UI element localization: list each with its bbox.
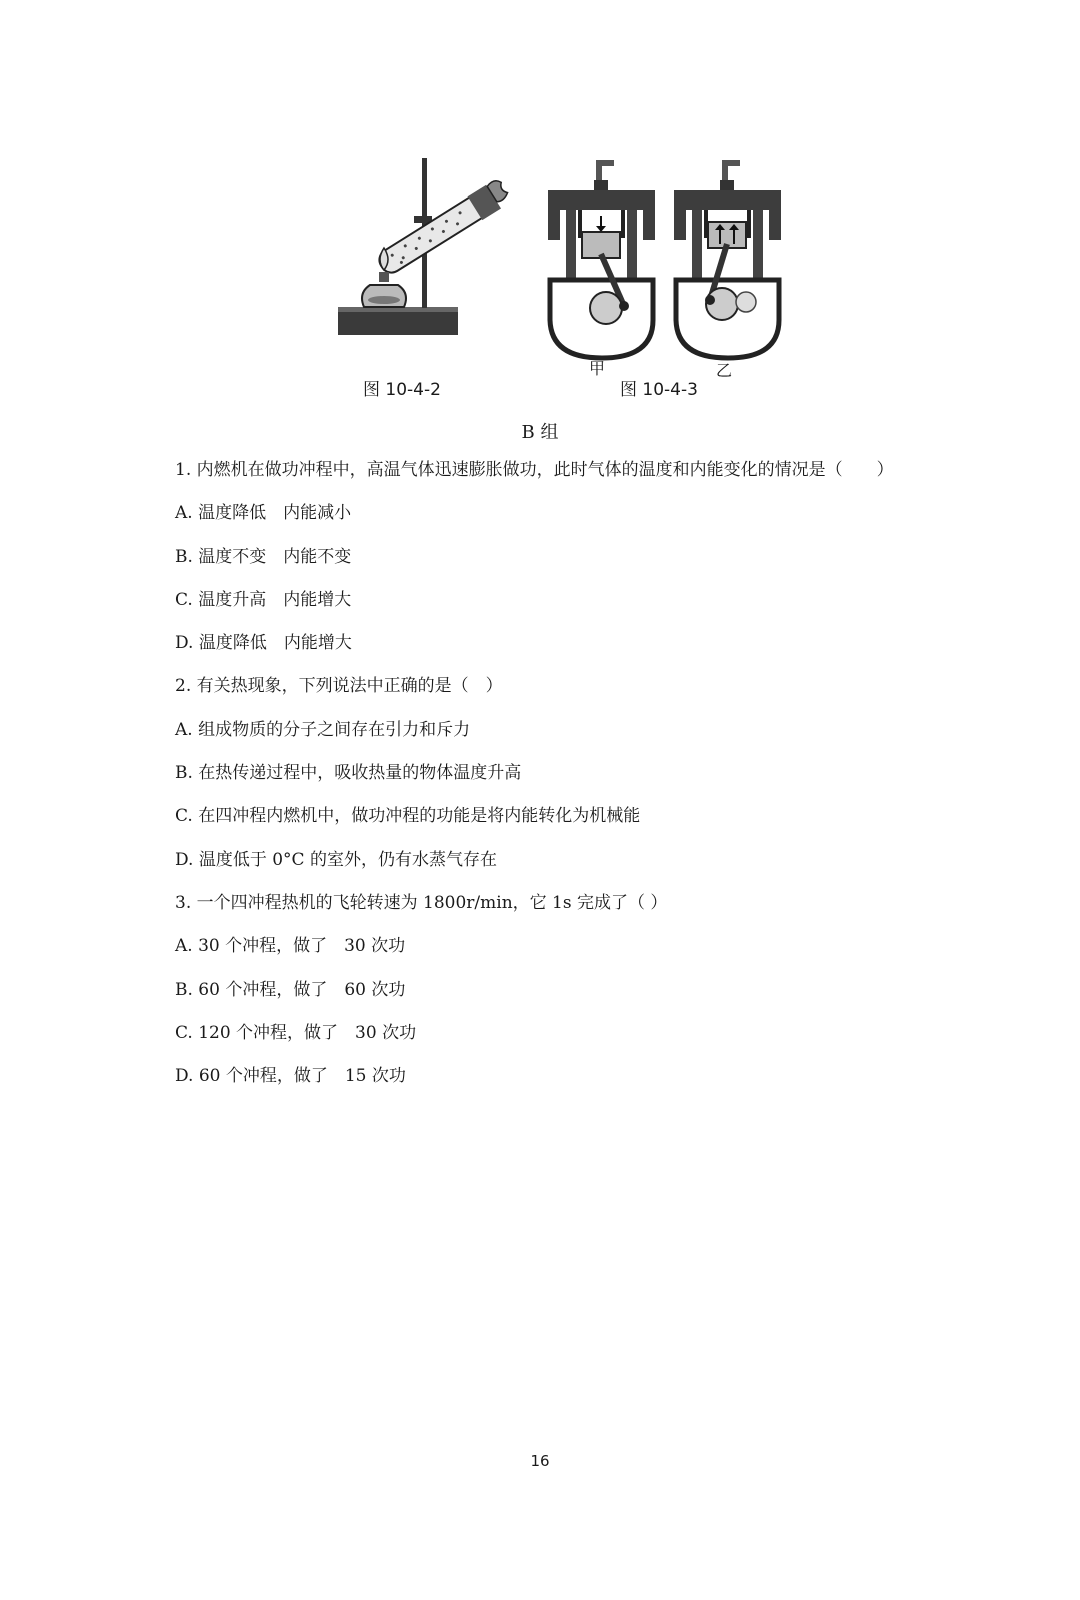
question-1-option-d: D. 温度降低 内能增大 <box>175 633 352 654</box>
question-2-option-c: C. 在四冲程内燃机中，做功冲程的功能是将内能转化为机械能 <box>175 806 641 827</box>
question-1-option-b: B. 温度不变 内能不变 <box>175 546 352 567</box>
page-number: 16 <box>530 1452 550 1470</box>
test-tube-stand-illustration <box>330 150 520 345</box>
figure-test-tube-apparatus <box>330 150 520 345</box>
figure-label-jia: 甲 <box>589 359 606 378</box>
figure-caption-10-4-3: 图 10-4-3 <box>620 380 698 400</box>
section-title: B 组 <box>521 422 559 443</box>
question-3-stem: 3. 一个四冲程热机的飞轮转速为 1800r/min，它 1s 完成了（ ） <box>175 892 668 913</box>
question-3-option-d: D. 60 个冲程，做了 15 次功 <box>175 1066 406 1087</box>
figure-label-yi: 乙 <box>716 361 733 380</box>
cylinder-b-illustration <box>670 158 785 363</box>
question-list <box>175 458 1035 1107</box>
question-3-option-c: C. 120 个冲程，做了 30 次功 <box>175 1022 417 1043</box>
question-3-option-b: B. 60 个冲程，做了 60 次功 <box>175 979 406 1000</box>
question-2-option-d: D. 温度低于 0°C 的室外，仍有水蒸气存在 <box>175 849 497 870</box>
figure-caption-10-4-2: 图 10-4-2 <box>363 380 441 400</box>
figure-engine-cylinder-b <box>670 158 785 363</box>
question-1-option-c: C. 温度升高 内能增大 <box>175 589 352 610</box>
question-2-option-b: B. 在热传递过程中，吸收热量的物体温度升高 <box>175 763 522 784</box>
question-2-option-a: A. 组成物质的分子之间存在引力和斥力 <box>175 719 471 740</box>
cylinder-a-illustration <box>544 158 659 363</box>
question-3-option-a: A. 30 个冲程，做了 30 次功 <box>175 936 406 957</box>
question-2-stem: 2. 有关热现象，下列说法中正确的是（ ） <box>175 676 503 697</box>
question-1-stem: 1. 内燃机在做功冲程中，高温气体迅速膨胀做功，此时气体的温度和内能变化的情况是（ ） <box>175 460 894 480</box>
question-1-option-a: A. 温度降低 内能减小 <box>175 503 352 524</box>
figure-engine-cylinder-a <box>544 158 659 363</box>
